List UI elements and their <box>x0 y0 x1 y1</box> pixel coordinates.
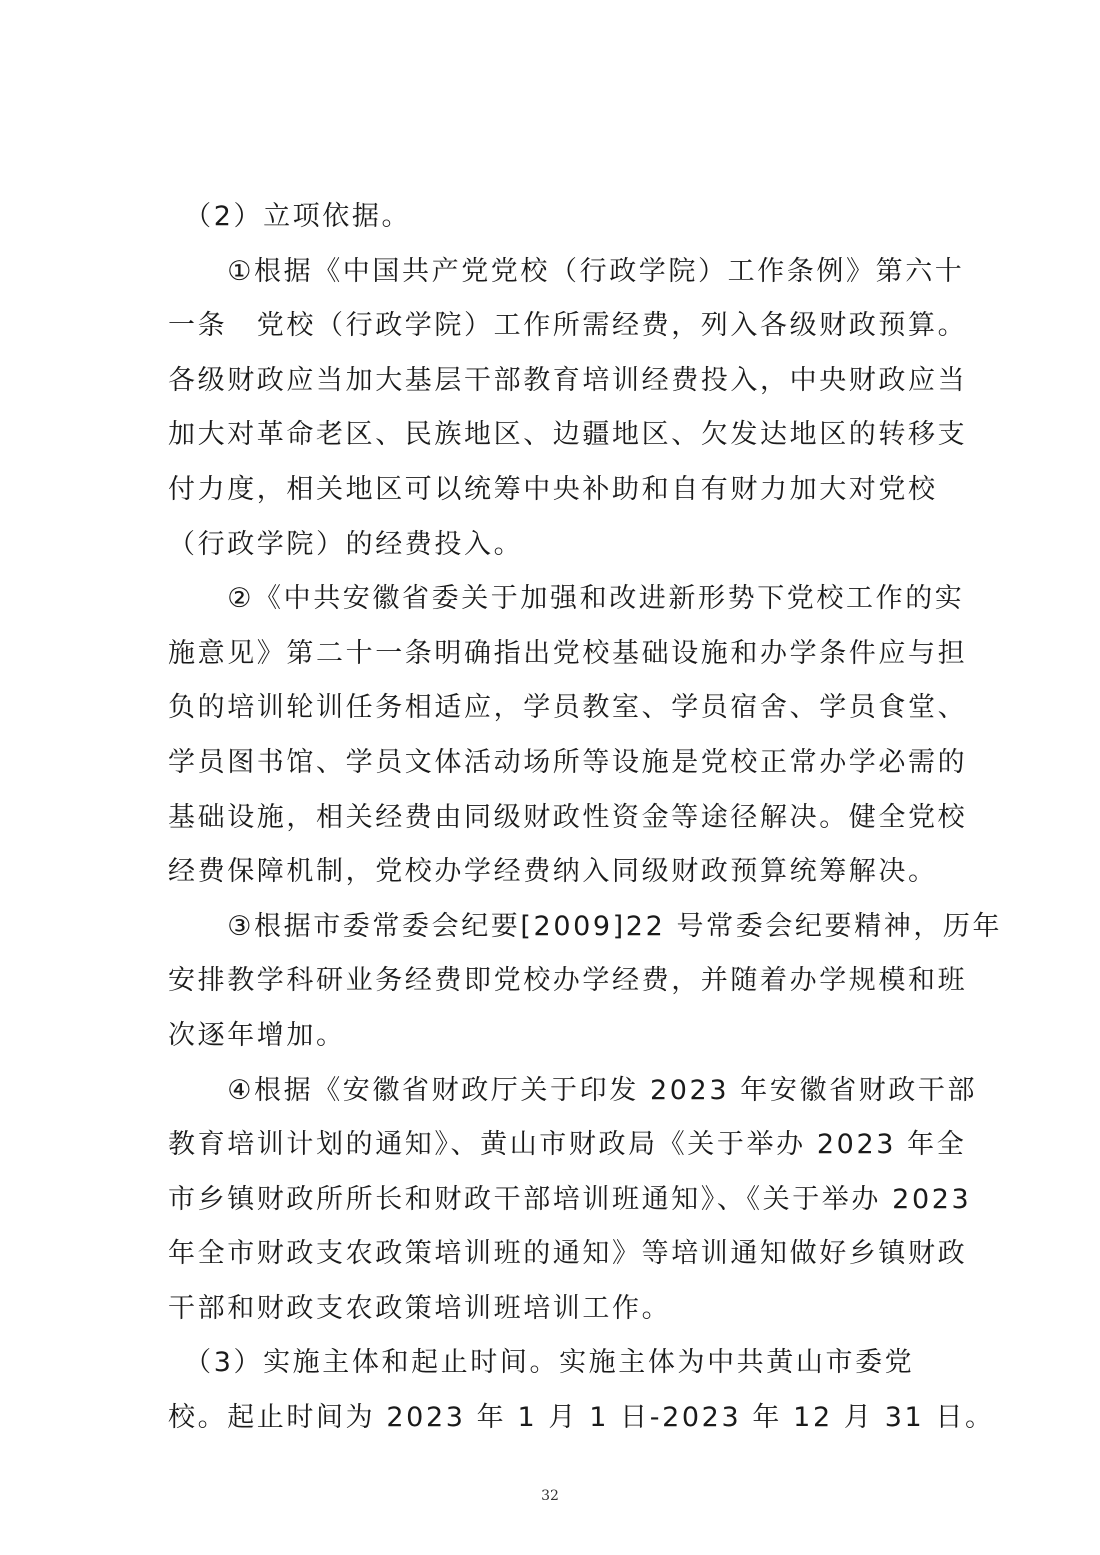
paragraph-3-line-3: 次逐年增加。 <box>168 1019 346 1051</box>
paragraph-1-line-5: 付力度，相关地区可以统筹中央补助和自有财力加大对党校 <box>168 473 938 505</box>
heading-basis: （2）立项依据。 <box>168 201 412 232</box>
paragraph-2-line-3: 负的培训轮训任务相适应，学员教室、学员宿舍、学员食堂、 <box>168 692 968 724</box>
paragraph-1-line-4: 加大对革命老区、民族地区、边疆地区、欠发达地区的转移支 <box>168 419 968 451</box>
paragraph-4-line-3: 市乡镇财政所所长和财政干部培训班通知》、《关于举办 2023 <box>168 1183 972 1215</box>
paragraph-1-line-6: （行政学院）的经费投入。 <box>168 528 524 560</box>
document-body <box>168 190 1003 1446</box>
heading-implementation-line-1: （3）实施主体和起止时间。实施主体为中共黄山市委党 <box>168 1347 915 1379</box>
paragraph-4-line-2: 教育培训计划的通知》、黄山市财政局《关于举办 2023 年全 <box>168 1129 967 1161</box>
paragraph-2-line-4: 学员图书馆、学员文体活动场所等设施是党校正常办学必需的 <box>168 746 968 778</box>
paragraph-4-line-5: 干部和财政支农政策培训班培训工作。 <box>168 1292 672 1324</box>
paragraph-2-line-1: ②《中共安徽省委关于加强和改进新形势下党校工作的实 <box>168 583 965 615</box>
paragraph-3-line-2: 安排教学科研业务经费即党校办学经费，并随着办学规模和班 <box>168 965 968 997</box>
page-number: 32 <box>541 1488 559 1504</box>
paragraph-2-line-2: 施意见》第二十一条明确指出党校基础设施和办学条件应与担 <box>168 637 968 669</box>
paragraph-1-line-1: ①根据《中国共产党党校（行政学院）工作条例》第六十 <box>168 255 965 287</box>
heading-implementation-line-2: 校。起止时间为 2023 年 1 月 1 日-2023 年 12 月 31 日。 <box>168 1402 995 1434</box>
paragraph-1-line-3: 各级财政应当加大基层干部教育培训经费投入，中央财政应当 <box>168 364 968 396</box>
paragraph-2-line-5: 基础设施，相关经费由同级财政性资金等途径解决。健全党校 <box>168 801 968 833</box>
paragraph-3-line-1: ③根据市委常委会纪要[2009]22 号常委会纪要精神，历年 <box>168 910 1003 942</box>
paragraph-4-line-1: ④根据《安徽省财政厅关于印发 2023 年安徽省财政干部 <box>168 1074 978 1106</box>
paragraph-1-line-2: 一条 党校（行政学院）工作所需经费，列入各级财政预算。 <box>168 310 968 342</box>
paragraph-4-line-4: 年全市财政支农政策培训班的通知》等培训通知做好乡镇财政 <box>168 1238 968 1270</box>
paragraph-2-line-6: 经费保障机制，党校办学经费纳入同级财政预算统筹解决。 <box>168 856 938 888</box>
